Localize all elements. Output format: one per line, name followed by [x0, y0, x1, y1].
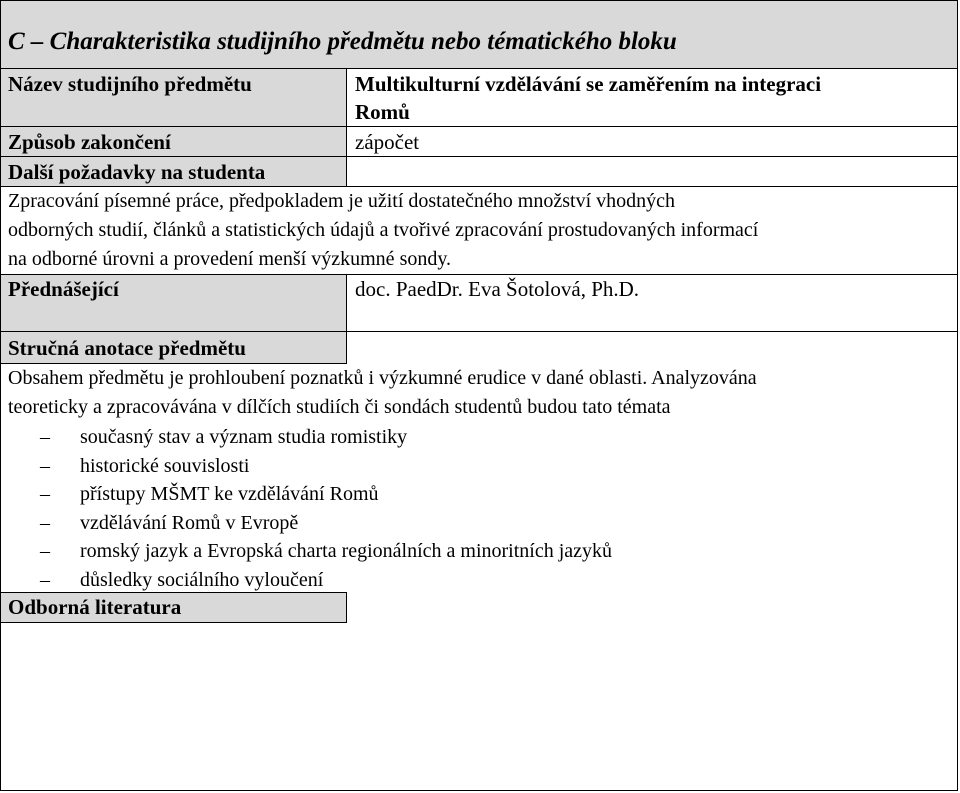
annotation-topic-list: [40, 423, 612, 595]
lecturer-label: Přednášející: [8, 277, 119, 301]
topic-text: historické souvislosti: [80, 454, 250, 477]
section-title: C – Charakteristika studijního předmětu nebo tématického bloku: [8, 28, 677, 55]
topic-text: přístupy MŠMT ke vzdělávání Romů: [80, 483, 379, 506]
dash-bullet: –: [40, 540, 50, 563]
topic-text: vzdělávání Romů v Evropě: [80, 511, 299, 534]
list-item: [40, 452, 612, 481]
annotation-line: Obsahem předmětu je prohloubení poznatků i výzkumné erudice v dané oblasti. Analyzována: [8, 367, 757, 389]
list-item: [40, 480, 612, 509]
list-item: [40, 423, 612, 452]
completion-label: Způsob zakončení: [8, 130, 171, 154]
topic-text: důsledky sociálního vyloučení: [80, 568, 324, 591]
dash-bullet: –: [40, 454, 50, 477]
annotation-label: Stručná anotace předmětu: [8, 336, 246, 360]
completion-value: zápočet: [355, 130, 420, 154]
requirements-empty-cell: [346, 156, 958, 187]
requirements-line: odborných studií, článků a statistických údajů a tvořivé zpracování prostudovaných informací: [8, 219, 759, 241]
course-name-label: Název studijního předmětu: [8, 72, 252, 96]
list-item: [40, 537, 612, 566]
lecturer-value: doc. PaedDr. Eva Šotolová, Ph.D.: [355, 277, 640, 301]
topic-text: současný stav a význam studia romistiky: [80, 426, 408, 448]
annotation-line: teoreticky a zpracovávána v dílčích studiích či sondách studentů budou tato témata: [8, 396, 671, 418]
topic-text: romský jazyk a Evropská charta regionálních a minoritních jazyků: [80, 540, 613, 563]
course-name-value-line2: Romů: [355, 100, 410, 124]
requirements-text: [8, 187, 758, 274]
literature-label: Odborná literatura: [8, 595, 182, 619]
dash-bullet: –: [40, 426, 50, 448]
dash-bullet: –: [40, 483, 50, 506]
list-item: [40, 566, 612, 595]
course-name-value-line1: Multikulturní vzdělávání se zaměřením na integraci: [355, 72, 822, 96]
annotation-text: [8, 364, 757, 422]
dash-bullet: –: [40, 568, 50, 591]
requirements-line: Zpracování písemné práce, předpokladem je užití dostatečného množství vhodných: [8, 190, 676, 212]
requirements-label: Další požadavky na studenta: [8, 160, 266, 184]
requirements-line: na odborné úrovni a provedení menší výzkumné sondy.: [8, 248, 452, 270]
dash-bullet: –: [40, 511, 50, 534]
completion-value-cell: [346, 126, 958, 157]
list-item: [40, 509, 612, 538]
